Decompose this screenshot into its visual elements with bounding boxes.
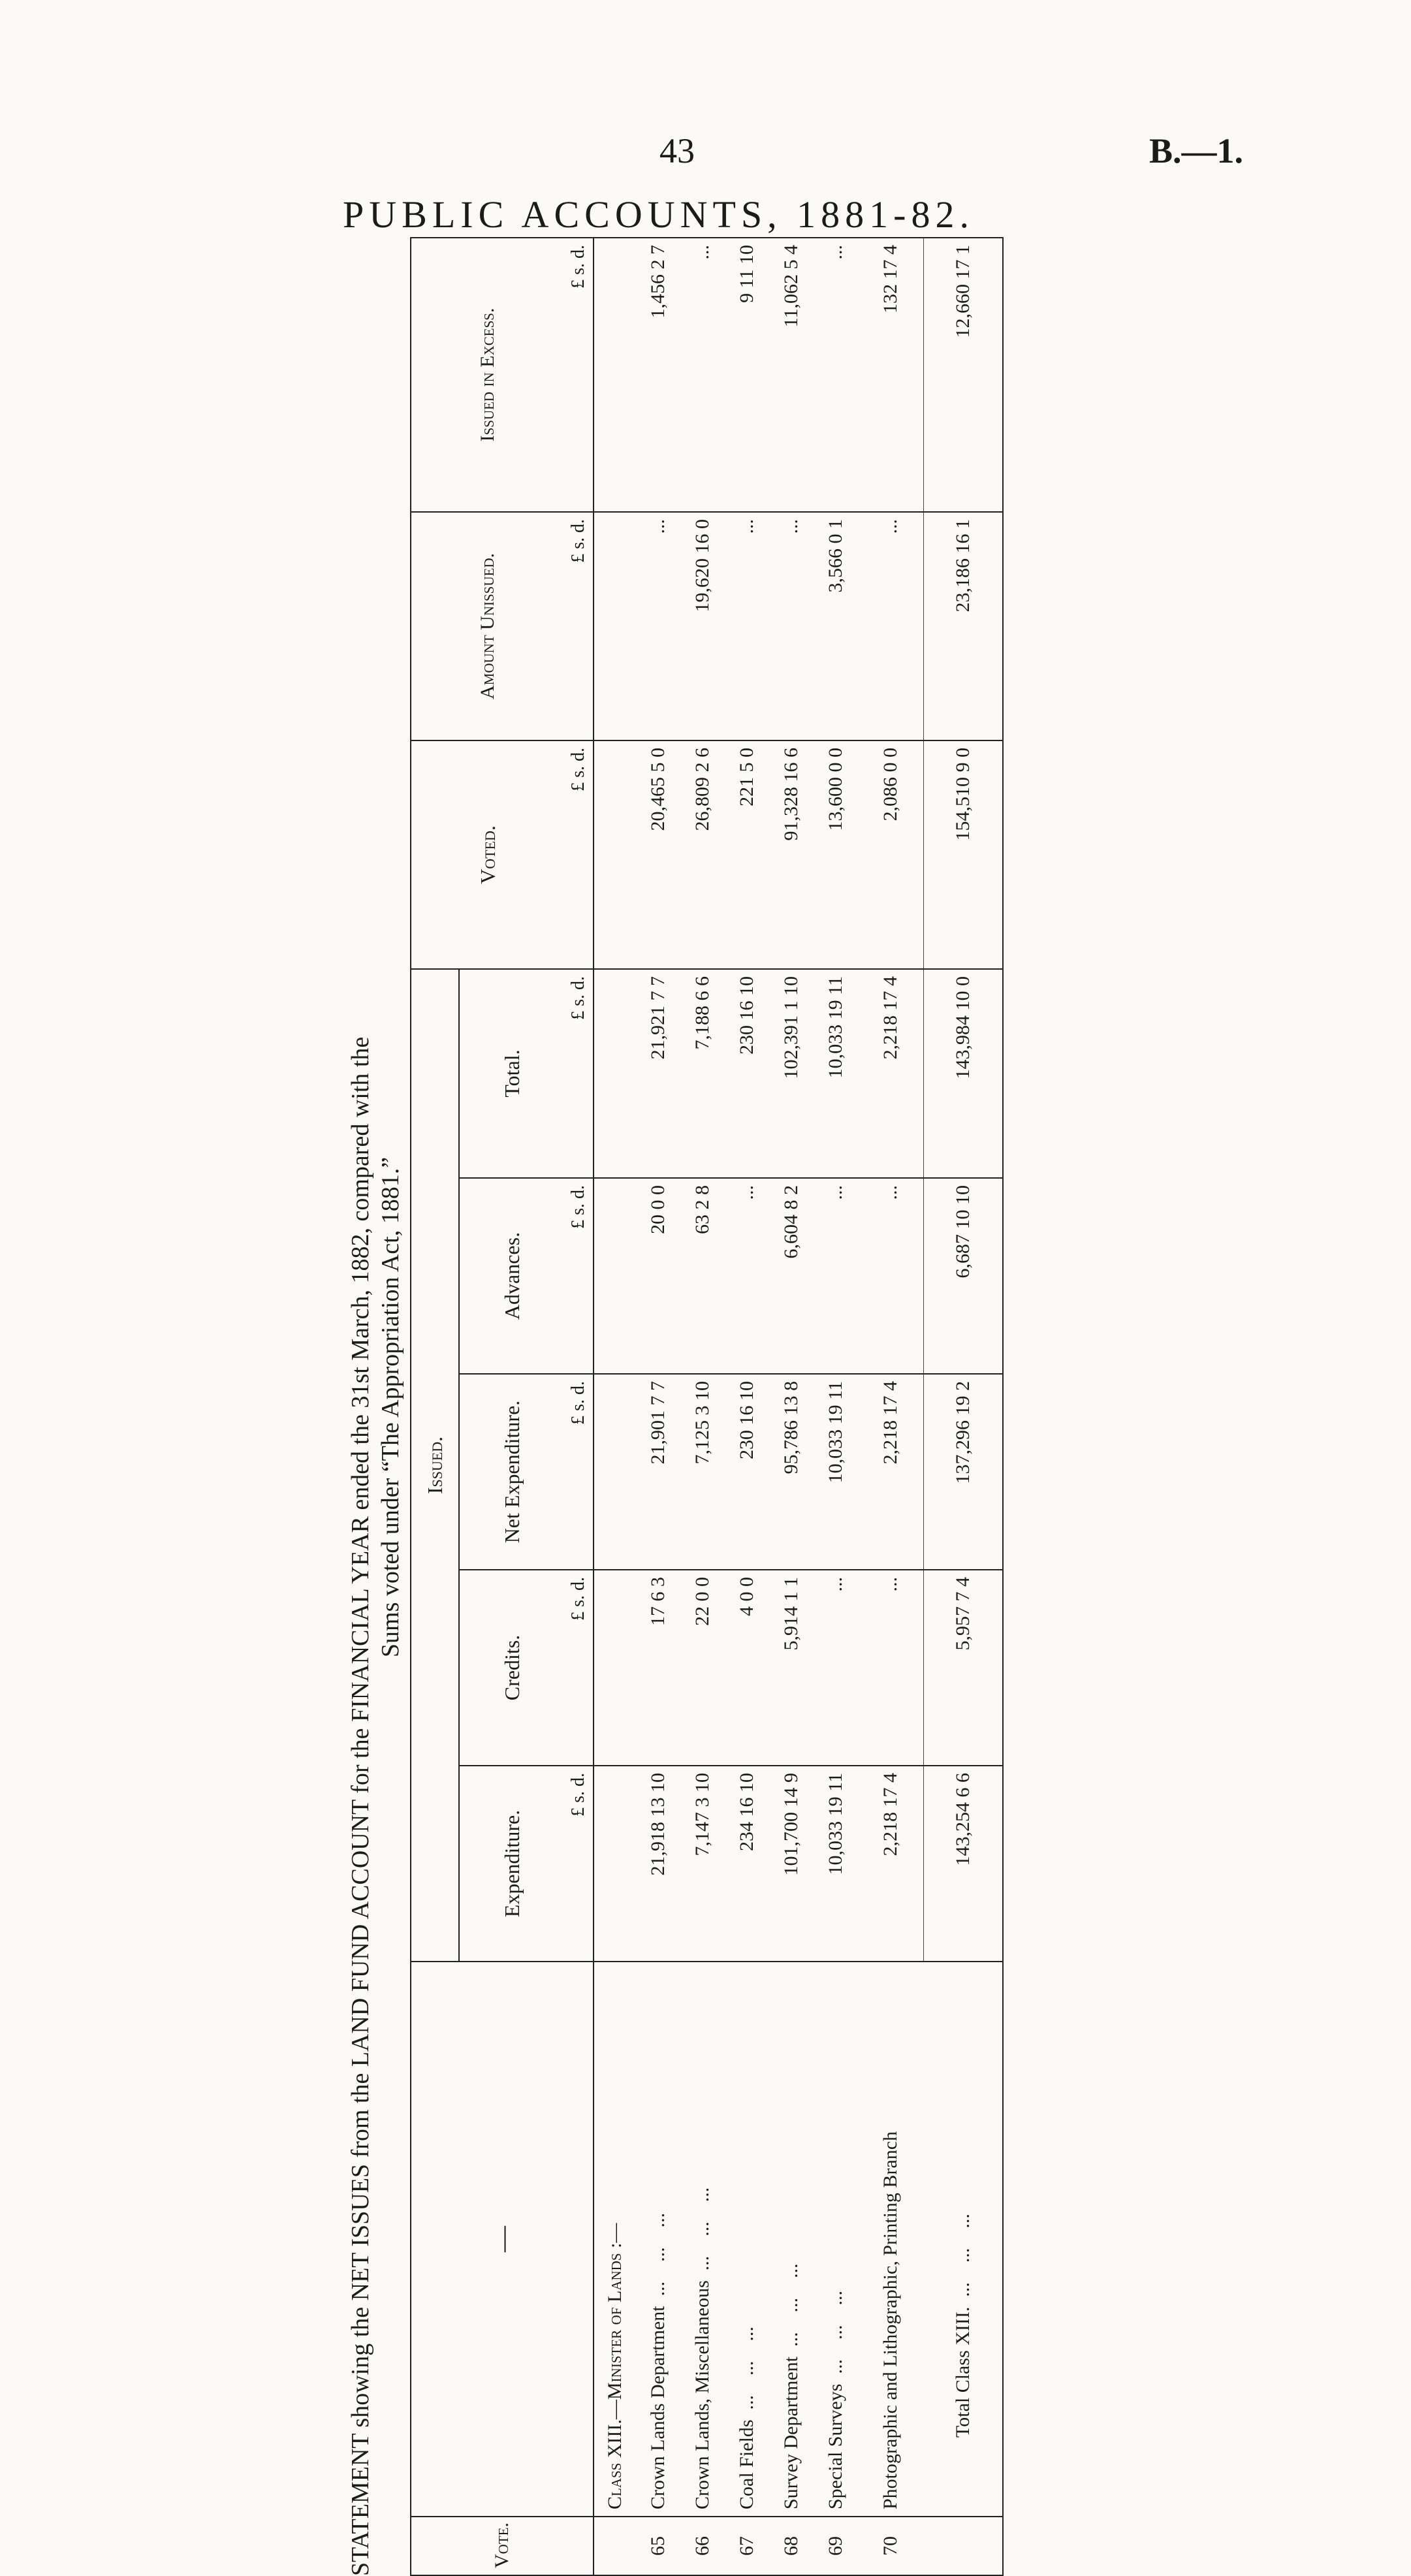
vote-number: 69 <box>814 2517 858 2575</box>
cell-advances: ... <box>858 1178 924 1374</box>
units-total: £ s. d. <box>564 969 594 1178</box>
cell-excess: ... <box>680 238 725 512</box>
cell-expenditure: 7,147 3 10 <box>680 1766 725 1962</box>
document-reference: B.—1. <box>1149 131 1244 170</box>
table-row <box>725 238 769 2575</box>
table-row <box>814 238 858 2575</box>
class-heading: Class XIII.—Minister of Lands :— <box>594 1962 636 2517</box>
total-header: Total. <box>459 969 564 1178</box>
vote-number: 66 <box>680 2517 725 2575</box>
cell-expenditure: 10,033 19 11 <box>814 1766 858 1962</box>
row-description: Crown Lands Department <box>647 2306 669 2509</box>
cell-credits: 5,914 1 1 <box>769 1570 814 1766</box>
cell-credits: 4 0 0 <box>725 1570 769 1766</box>
cell-voted: 91,328 16 6 <box>769 740 814 969</box>
row-description: Crown Lands, Miscellaneous <box>691 2280 713 2509</box>
cell-net: 7,125 3 10 <box>680 1374 725 1570</box>
cell-voted: 20,465 5 0 <box>636 740 680 969</box>
cell-total: 102,391 1 10 <box>769 969 814 1178</box>
cell-advances: ... <box>725 1178 769 1374</box>
cell-unissued: 19,620 16 0 <box>680 512 725 740</box>
cell-voted: 13,600 0 0 <box>814 740 858 969</box>
total-total: 143,984 10 0 <box>924 969 1004 1178</box>
total-unissued: 23,186 16 1 <box>924 512 1004 740</box>
cell-total: 230 16 10 <box>725 969 769 1178</box>
vote-header: Vote. <box>411 2517 594 2575</box>
cell-unissued: ... <box>858 512 924 740</box>
expenditure-header: Expenditure. <box>459 1766 564 1962</box>
table-row <box>769 238 814 2575</box>
cell-excess: 132 17 4 <box>858 238 924 512</box>
table-row <box>636 238 680 2575</box>
rotated-statement-block <box>340 238 974 2576</box>
cell-advances: 6,604 8 2 <box>769 1178 814 1374</box>
cell-advances: 63 2 8 <box>680 1178 725 1374</box>
issued-in-excess-header: Issued in Excess. <box>411 238 564 512</box>
issued-header: Issued. <box>411 969 459 1962</box>
cell-net: 95,786 13 8 <box>769 1374 814 1570</box>
land-fund-table <box>410 237 1004 2576</box>
cell-total: 7,188 6 6 <box>680 969 725 1178</box>
total-expenditure: 143,254 6 6 <box>924 1766 1004 1962</box>
row-description: Survey Department <box>780 2356 802 2509</box>
description-header: — <box>411 1962 594 2517</box>
cell-credits: 22 0 0 <box>680 1570 725 1766</box>
cell-credits: 17 6 3 <box>636 1570 680 1766</box>
cell-credits: ... <box>814 1570 858 1766</box>
total-net: 137,296 19 2 <box>924 1374 1004 1570</box>
table-row <box>680 238 725 2575</box>
row-description: Photographic and Lithographic, Printing Branch <box>858 1962 924 2517</box>
units-advances: £ s. d. <box>564 1178 594 1374</box>
cell-net: 10,033 19 11 <box>814 1374 858 1570</box>
cell-credits: ... <box>858 1570 924 1766</box>
cell-net: 21,901 7 7 <box>636 1374 680 1570</box>
cell-total: 21,921 7 7 <box>636 969 680 1178</box>
total-row <box>924 238 1004 2575</box>
cell-excess: ... <box>814 238 858 512</box>
cell-voted: 2,086 0 0 <box>858 740 924 969</box>
cell-unissued: ... <box>769 512 814 740</box>
advances-header: Advances. <box>459 1178 564 1374</box>
cell-expenditure: 101,700 14 9 <box>769 1766 814 1962</box>
row-description: Coal Fields <box>736 2419 757 2509</box>
cell-voted: 26,809 2 6 <box>680 740 725 969</box>
cell-expenditure: 21,918 13 10 <box>636 1766 680 1962</box>
total-label: Total Class XIII. <box>951 2306 974 2438</box>
vote-number: 68 <box>769 2517 814 2575</box>
amount-unissued-header: Amount Unissued. <box>411 512 564 740</box>
cell-total: 2,218 17 4 <box>858 969 924 1178</box>
cell-advances: ... <box>814 1178 858 1374</box>
cell-net: 230 16 10 <box>725 1374 769 1570</box>
total-advances: 6,687 10 10 <box>924 1178 1004 1374</box>
cell-excess: 11,062 5 4 <box>769 238 814 512</box>
cell-voted: 221 5 0 <box>725 740 769 969</box>
cell-unissued: 3,566 0 1 <box>814 512 858 740</box>
vote-number: 67 <box>725 2517 769 2575</box>
cell-excess: 9 11 10 <box>725 238 769 512</box>
vote-number: 70 <box>858 2517 924 2575</box>
vote-number: 65 <box>636 2517 680 2575</box>
cell-advances: 20 0 0 <box>636 1178 680 1374</box>
units-net: £ s. d. <box>564 1374 594 1570</box>
statement-subtitle: Sums voted under “The Appropriation Act, 1881.” <box>377 1156 404 1658</box>
row-description: Special Surveys <box>825 2383 846 2509</box>
table-row <box>858 238 924 2575</box>
total-voted: 154,510 9 0 <box>924 740 1004 969</box>
page-title: PUBLIC ACCOUNTS, 1881-82. <box>343 193 974 236</box>
units-expenditure: £ s. d. <box>564 1766 594 1962</box>
total-excess: 12,660 17 1 <box>924 238 1004 512</box>
cell-unissued: ... <box>725 512 769 740</box>
statement-title: STATEMENT showing the NET ISSUES from the LAND FUND ACCOUNT for the FINANCIAL YEAR ended the 31st March, 1882, compared with the <box>347 1036 374 2576</box>
cell-total: 10,033 19 11 <box>814 969 858 1178</box>
units-excess: £ s. d. <box>564 238 594 512</box>
cell-net: 2,218 17 4 <box>858 1374 924 1570</box>
page-number: 43 <box>659 131 695 170</box>
voted-header: Voted. <box>411 740 564 969</box>
units-voted: £ s. d. <box>564 740 594 969</box>
cell-excess: 1,456 2 7 <box>636 238 680 512</box>
cell-expenditure: 2,218 17 4 <box>858 1766 924 1962</box>
units-credits: £ s. d. <box>564 1570 594 1766</box>
credits-header: Credits. <box>459 1570 564 1766</box>
total-credits: 5,957 7 4 <box>924 1570 1004 1766</box>
units-unissued: £ s. d. <box>564 512 594 740</box>
cell-unissued: ... <box>636 512 680 740</box>
net-expenditure-header: Net Expenditure. <box>459 1374 564 1570</box>
cell-expenditure: 234 16 10 <box>725 1766 769 1962</box>
